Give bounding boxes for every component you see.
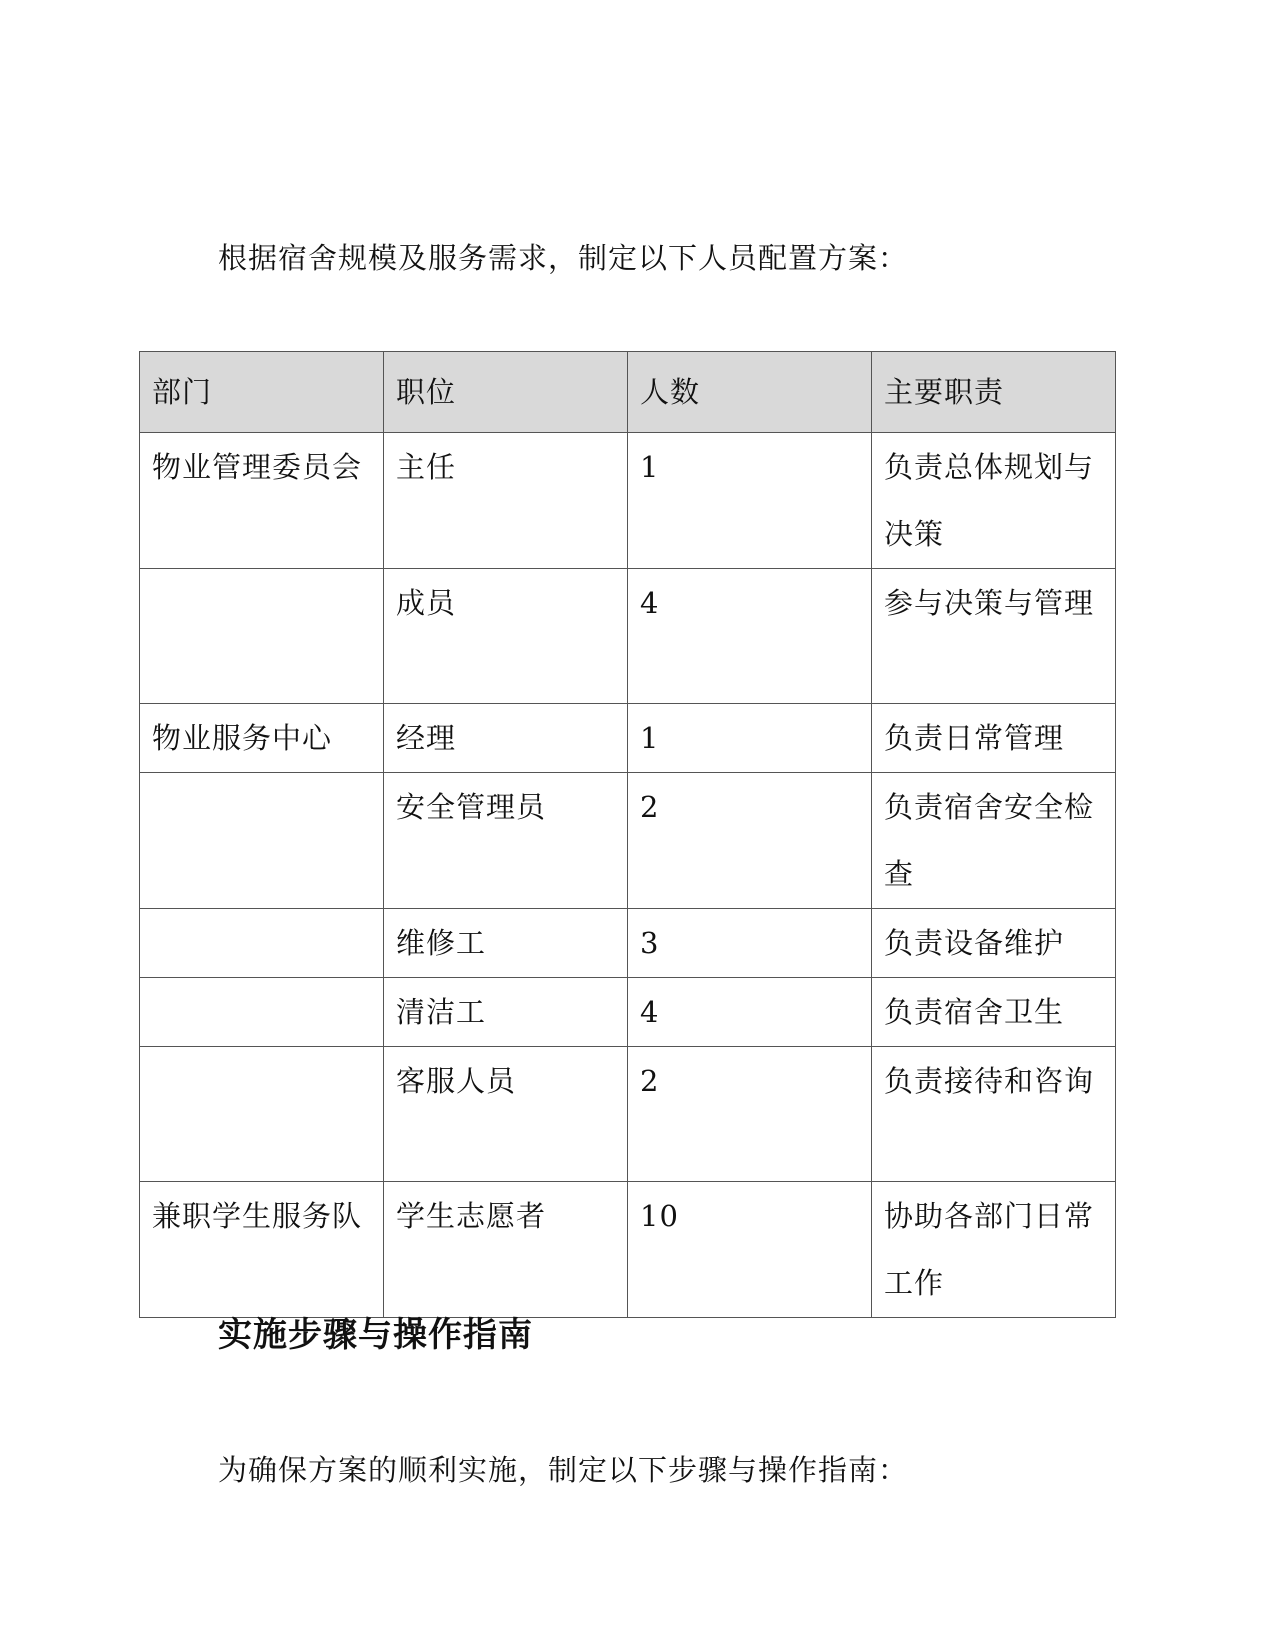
table-row: [140, 433, 1116, 569]
cell-position: 主任: [384, 433, 628, 569]
table-header-row: [140, 352, 1116, 433]
cell-duty: 负责设备维护: [872, 909, 1116, 978]
cell-duty: 负责宿舍安全检查: [872, 773, 1116, 909]
cell-position: 维修工: [384, 909, 628, 978]
cell-duty: 负责日常管理: [872, 704, 1116, 773]
cell-position: 学生志愿者: [384, 1182, 628, 1318]
cell-dept: [140, 978, 384, 1047]
cell-count: 10: [628, 1182, 872, 1318]
table-row: [140, 773, 1116, 909]
cell-count: 4: [628, 569, 872, 704]
cell-position: 安全管理员: [384, 773, 628, 909]
cell-dept: [140, 569, 384, 704]
cell-count: 2: [628, 773, 872, 909]
table-row: [140, 909, 1116, 978]
cell-dept: 物业管理委员会: [140, 433, 384, 569]
cell-dept: [140, 1047, 384, 1182]
cell-count: 3: [628, 909, 872, 978]
cell-duty: 参与决策与管理: [872, 569, 1116, 704]
header-count: 人数: [628, 352, 872, 433]
table-row: [140, 978, 1116, 1047]
table-row: [140, 1182, 1116, 1318]
header-dept: 部门: [140, 352, 384, 433]
table-row: [140, 569, 1116, 704]
cell-position: 成员: [384, 569, 628, 704]
cell-position: 客服人员: [384, 1047, 628, 1182]
cell-dept: 物业服务中心: [140, 704, 384, 773]
staffing-table: [139, 351, 1116, 1318]
cell-duty: 负责总体规划与决策: [872, 433, 1116, 569]
outro-paragraph: 为确保方案的顺利实施，制定以下步骤与操作指南：: [218, 1453, 909, 1487]
cell-duty: 负责宿舍卫生: [872, 978, 1116, 1047]
cell-count: 2: [628, 1047, 872, 1182]
cell-duty: 负责接待和咨询: [872, 1047, 1116, 1182]
table-row: [140, 1047, 1116, 1182]
table-row: [140, 704, 1116, 773]
cell-dept: 兼职学生服务队: [140, 1182, 384, 1318]
cell-duty: 协助各部门日常工作: [872, 1182, 1116, 1318]
intro-paragraph: 根据宿舍规模及服务需求，制定以下人员配置方案：: [218, 241, 909, 275]
section-heading: 实施步骤与操作指南: [218, 1315, 533, 1355]
cell-count: 4: [628, 978, 872, 1047]
cell-position: 经理: [384, 704, 628, 773]
header-duty: 主要职责: [872, 352, 1116, 433]
cell-count: 1: [628, 704, 872, 773]
cell-dept: [140, 773, 384, 909]
header-position: 职位: [384, 352, 628, 433]
cell-position: 清洁工: [384, 978, 628, 1047]
cell-count: 1: [628, 433, 872, 569]
cell-dept: [140, 909, 384, 978]
